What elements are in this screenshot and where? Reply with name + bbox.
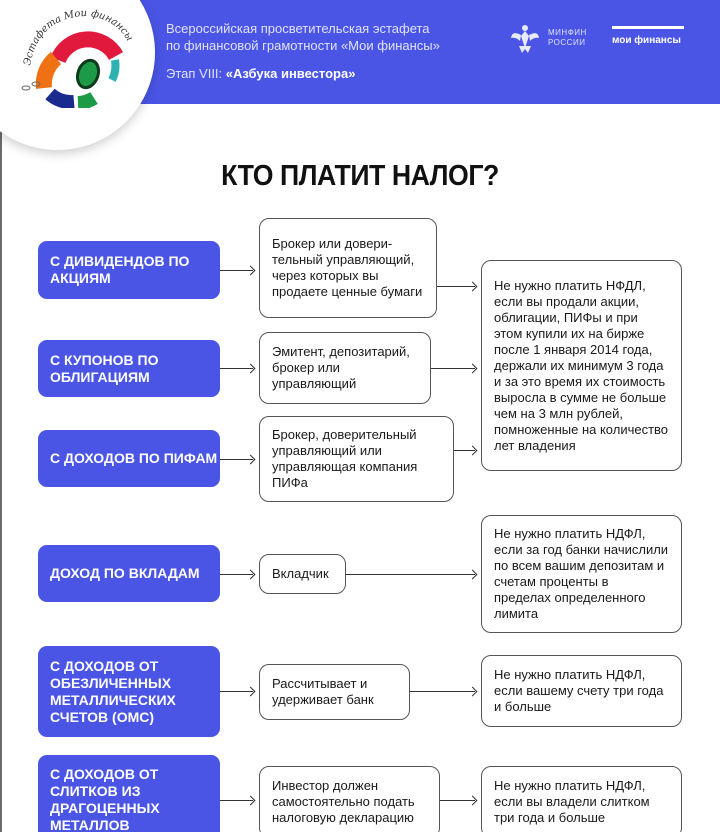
- minfin-line-1: МИНФИН: [548, 28, 587, 37]
- payer-box-bullion: Инвестор должен самостоятельно подать налоговую декларацию: [259, 766, 440, 832]
- header-line-1: Всероссийская просветительская эстафета: [166, 21, 430, 36]
- category-coupons: С КУПОНОВ ПО ОБЛИГАЦИЯМ: [38, 340, 220, 397]
- stage-prefix: Этап VIII:: [166, 66, 226, 81]
- moi-finansy-logo: [612, 26, 684, 46]
- exemption-box-bullion: Не нужно платить НДФЛ, если вы владели слитком три года и больше: [481, 766, 682, 832]
- arrow-connector: [220, 691, 253, 692]
- category-deposits: ДОХОД ПО ВКЛАДАМ: [38, 545, 220, 602]
- moi-finansy-text: мои финансы: [612, 35, 681, 46]
- category-oms: С ДОХОДОВ ОТ ОБЕЗЛИЧЕННЫХ МЕТАЛЛИЧЕСКИХ СЧЕТОВ (ОМС): [38, 646, 220, 737]
- stage-name: «Азбука инвестора»: [225, 66, 356, 81]
- payer-box-coupons: Эмитент, депозитарий, брокер или управляющий: [259, 332, 431, 404]
- header-line-2: по финансовой грамотности «Мои финансы»: [166, 38, 440, 53]
- exemption-box-securities: Не нужно платить НФДЛ, если вы продали акции, облигации, ПИФы и при этом купили их на бирже после 1 января 2014 года, держали их минимум 3 года и за это время их стоимость выросла в сумме не больше чем на 3 млн рублей, помноженные на количество лет владения: [481, 260, 682, 471]
- arrow-connector: [431, 368, 475, 369]
- payer-box-oms: Рассчитывает и удерживает банк: [259, 664, 410, 720]
- arrow-connector: [346, 574, 475, 575]
- arrow-connector: [410, 691, 475, 692]
- moi-finansy-bar: [612, 26, 684, 29]
- category-dividends: С ДИВИДЕНДОВ ПО АКЦИЯМ: [38, 241, 220, 299]
- exemption-box-oms: Не нужно платить НДФЛ, если вашему счету три года и больше: [481, 655, 682, 727]
- minfin-logo: [510, 22, 587, 54]
- arrow-connector: [220, 368, 253, 369]
- relay-logo-icon: [8, 8, 138, 108]
- arrow-connector: [220, 459, 253, 460]
- category-mutual-funds: С ДОХОДОВ ПО ПИФАМ: [38, 430, 220, 487]
- arrow-connector: [454, 450, 475, 451]
- payer-box-mutual-funds: Брокер, доверительный управляющий или управляющая компания ПИФа: [259, 416, 454, 502]
- category-bullion: С ДОХОДОВ ОТ СЛИТКОВ ИЗ ДРАГОЦЕННЫХ МЕТАЛЛОВ: [38, 755, 220, 832]
- arrow-connector: [220, 574, 253, 575]
- arrow-connector: [220, 270, 253, 271]
- eagle-emblem-icon: [510, 22, 540, 54]
- payer-box-dividends: Брокер или довери-тельный управляющий, через которых вы продаете ценные бумаги: [259, 218, 437, 318]
- payer-box-deposits: Вкладчик: [259, 554, 346, 594]
- page-title: КТО ПЛАТИТ НАЛОГ?: [221, 160, 499, 192]
- exemption-box-deposits: Не нужно платить НДФЛ, если за год банки начислили по всем вашим депозитам и счетам проценты в пределах определенного лимита: [481, 515, 682, 633]
- minfin-line-2: РОССИИ: [548, 38, 586, 47]
- header-text: [166, 20, 440, 81]
- arrow-connector: [220, 800, 253, 801]
- stage-label: [166, 66, 440, 81]
- minfin-text: [548, 28, 587, 48]
- arrow-connector: [440, 800, 475, 801]
- logo-arc-text: Эстафета Мои финансы: [22, 8, 135, 67]
- arrow-connector: [437, 286, 475, 287]
